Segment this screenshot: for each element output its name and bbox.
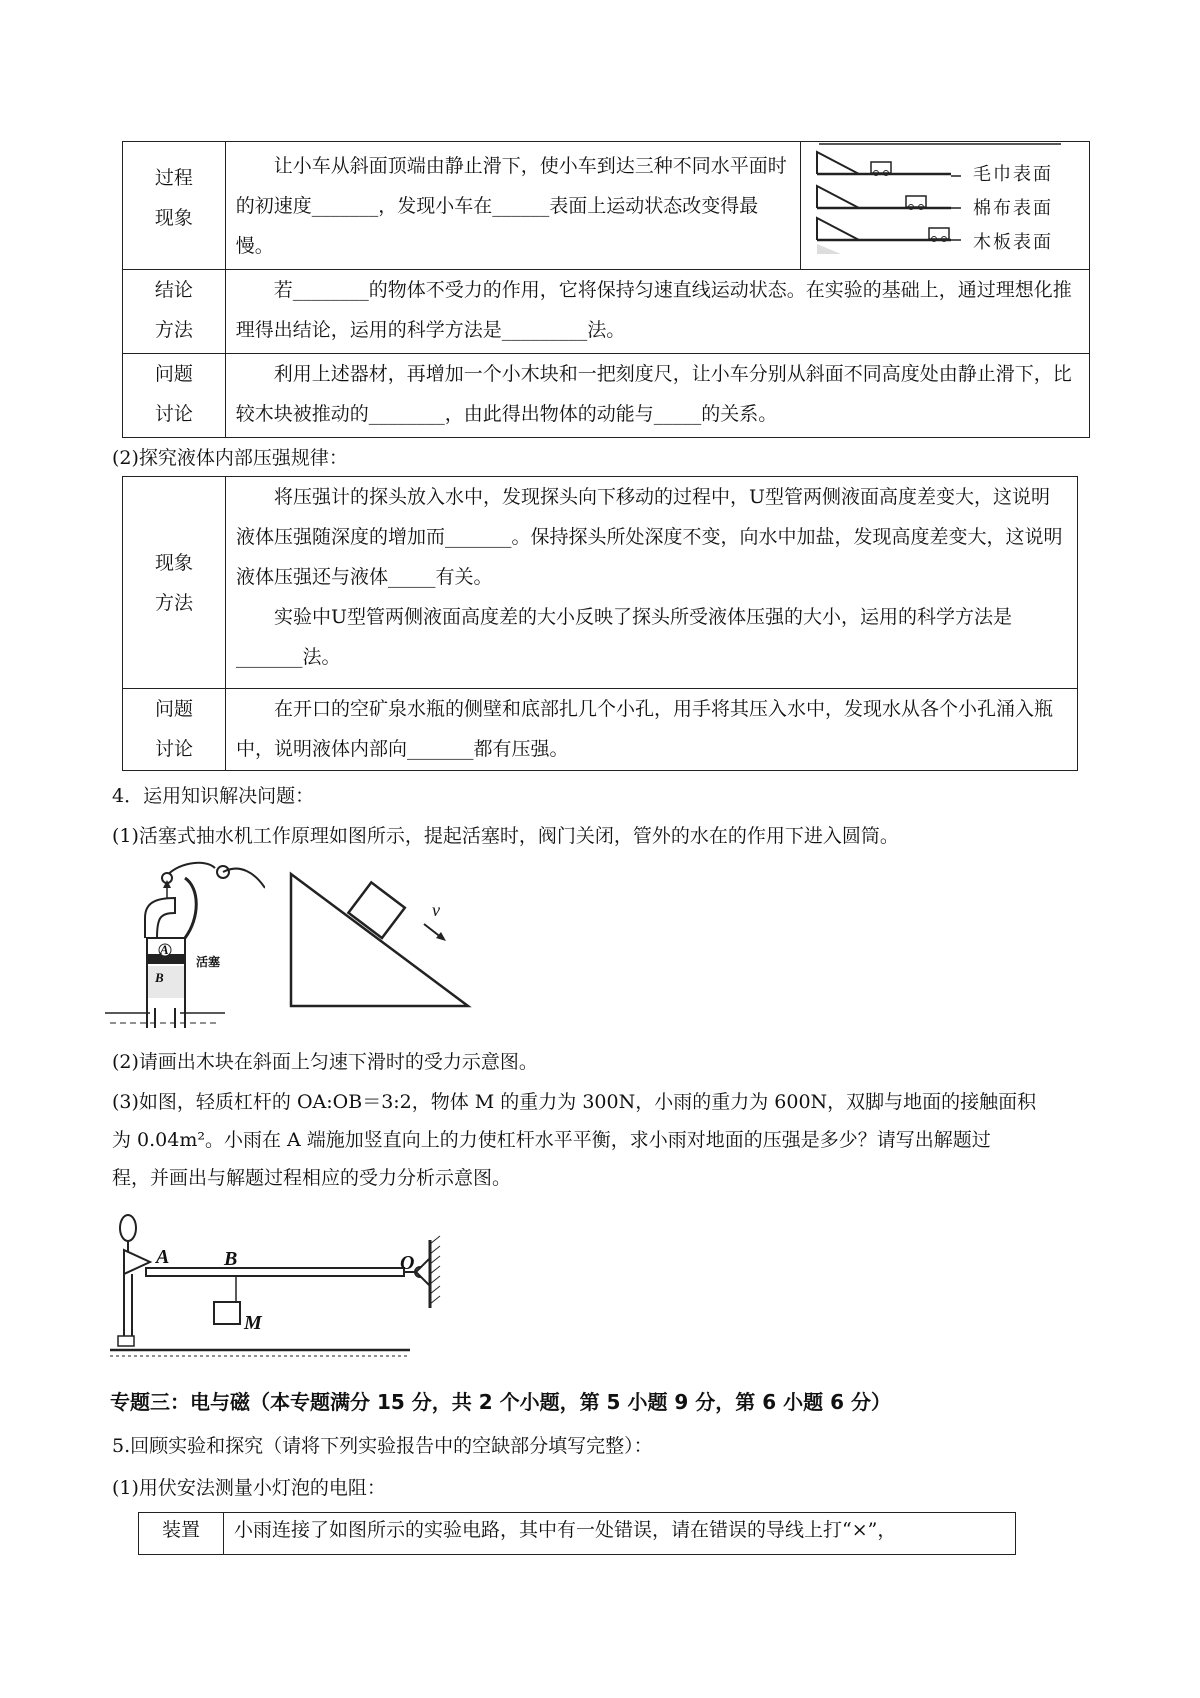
pump-label-b: B bbox=[155, 970, 164, 985]
table-row-head: 问题 讨论 bbox=[123, 689, 226, 771]
surface-label-towel: 毛巾表面 bbox=[972, 164, 1053, 185]
incline-block-figure bbox=[288, 870, 478, 1010]
table-row-head: 结论 方法 bbox=[123, 270, 226, 354]
experiment-table-2 bbox=[122, 476, 1078, 771]
surface-label-cotton: 棉布表面 bbox=[972, 198, 1053, 219]
q4-part2: (2)请画出木块在斜面上匀速下滑时的受力示意图。 bbox=[112, 1051, 538, 1073]
pump-label-piston: 活塞 bbox=[196, 955, 221, 969]
q4-part3-line3: 程，并画出与解题过程相应的受力分析示意图。 bbox=[112, 1167, 512, 1189]
velocity-label: v bbox=[432, 900, 440, 920]
table-row-head: 过程 现象 bbox=[123, 142, 226, 270]
lever-label-o: O bbox=[400, 1252, 415, 1274]
lever-label-a: A bbox=[156, 1246, 170, 1268]
surfaces-figure-cell bbox=[800, 142, 1089, 270]
q4-part3-line2: 为 0.04m²。小雨在 A 端施加竖直向上的力使杠杆水平平衡，求小雨对地面的压强是多少？请写出解题过 bbox=[112, 1129, 991, 1151]
topic-3-heading: 专题三：电与磁（本专题满分 15 分，共 2 个小题，第 5 小题 9 分，第 6 小题 6 分） bbox=[110, 1390, 891, 1414]
table-row-body: 利用上述器材，再增加一个小木块和一把刻度尺，让小车分别从斜面不同高度处由静止滑下，比较木块被推动的________，由此得出物体的动能与_____的关系。 bbox=[225, 354, 1089, 438]
table-row-body: 若________的物体不受力的作用，它将保持匀速直线运动状态。在实验的基础上，通过理想化推理得出结论，运用的科学方法是_________法。 bbox=[225, 270, 1089, 354]
q5-part1: (1)用伏安法测量小灯泡的电阻： bbox=[112, 1477, 386, 1499]
table-row-head: 现象 方法 bbox=[123, 477, 226, 689]
table-row-body: 在开口的空矿泉水瓶的侧壁和底部扎几个小孔，用手将其压入水中，发现水从各个小孔涌入瓶中，说明液体内部向_______都有压强。 bbox=[226, 689, 1078, 771]
table-row-head: 问题 讨论 bbox=[123, 354, 226, 438]
experiment-table-3 bbox=[138, 1512, 1016, 1555]
q4-part1: (1)活塞式抽水机工作原理如图所示，提起活塞时，阀门关闭，管外的水在的作用下进入圆筒。 bbox=[112, 825, 899, 847]
table-row-body: 将压强计的探头放入水中，发现探头向下移动的过程中，U型管两侧液面高度差变大，这说明液体压强随深度的增加而_______。保持探头所处深度不变，向水中加盐，发现高度差变大，这说明液体压强还与液体_____有关。 实验中U型管两侧液面高度差的大小反映了探头所受液体压强的大小，运用的科学方法是_______法。 bbox=[226, 477, 1078, 689]
surface-label-wood: 木板表面 bbox=[972, 232, 1053, 253]
experiment-table-1 bbox=[122, 141, 1090, 438]
table-row-body: 让小车从斜面顶端由静止滑下，使小车到达三种不同水平面时的初速度_______，发现小车在______表面上运动状态改变得最慢。 bbox=[225, 142, 800, 270]
mass-label-m: M bbox=[244, 1312, 262, 1334]
section-2-title: (2)探究液体内部压强规律： bbox=[112, 447, 348, 469]
pump-label-a: A bbox=[160, 942, 169, 957]
lever-label-b: B bbox=[224, 1248, 238, 1270]
lever-figure bbox=[110, 1210, 460, 1370]
q4-title: 4．运用知识解决问题： bbox=[112, 785, 315, 807]
piston-pump-figure bbox=[105, 858, 265, 1028]
q5-title: 5.回顾实验和探究（请将下列实验报告中的空缺部分填写完整）： bbox=[112, 1435, 653, 1457]
q4-part3-line1: (3)如图，轻质杠杆的 OA:OB＝3:2，物体 M 的重力为 300N，小雨的重力为 600N，双脚与地面的接触面积 bbox=[112, 1091, 1037, 1113]
table-row-body: 小雨连接了如图所示的实验电路，其中有一处错误，请在错误的导线上打“×”， bbox=[224, 1513, 1016, 1555]
table-row-head: 装置 bbox=[139, 1513, 224, 1555]
